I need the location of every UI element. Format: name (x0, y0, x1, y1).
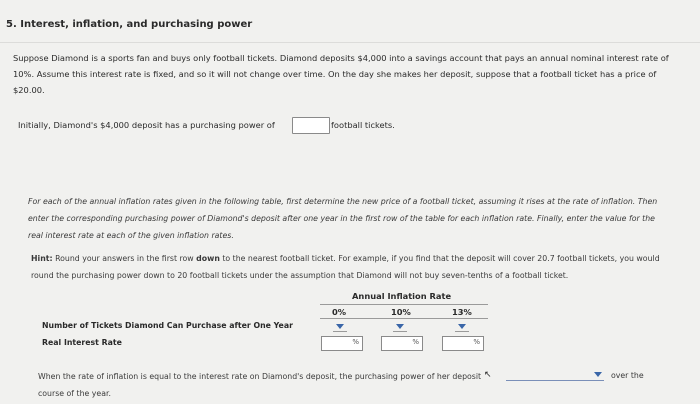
table-header: Annual Inflation Rate (352, 291, 452, 301)
hint-text-2: to the nearest football ticket. For example, if you find that the deposit will cover 20.7 football tickets, you would round the purchasing power down to 20 football tickets under the assumption that Diamond will not buy seven-tenths of a football ticket. (31, 254, 660, 280)
chevron-down-icon[interactable] (594, 372, 602, 377)
table-header-rule (320, 304, 488, 305)
bottom-statement-continuation: course of the year. (38, 389, 111, 398)
tickets-0pct-dropdown-underline[interactable] (333, 331, 347, 332)
tickets-13pct-dropdown-icon[interactable] (458, 324, 466, 329)
hint-bold-word: down (196, 254, 220, 263)
column-header-10pct: 10% (391, 307, 411, 317)
intro-paragraph: Suppose Diamond is a sports fan and buys only football tickets. Diamond deposits $4,000 into a savings account that pays an annual nominal interest rate of 10%. Assume this interest rate is fixed, and so it will not change over time. On the day she makes her deposit, suppose that a football ticket has a price of $20.00. (13, 53, 669, 95)
real-rate-0pct-input[interactable] (321, 336, 363, 351)
tickets-0pct-dropdown-icon[interactable] (336, 324, 344, 329)
row-label-real-rate: Real Interest Rate (42, 338, 122, 347)
hint-paragraph (31, 250, 681, 284)
column-header-13pct: 13% (452, 307, 472, 317)
hint-text-1: Round your answers in the first row (52, 254, 197, 263)
bottom-statement-suffix: over the (611, 371, 644, 380)
initial-question-text: Initially, Diamond's $4,000 deposit has a purchasing power of (18, 120, 275, 130)
tickets-10pct-dropdown-underline[interactable] (393, 331, 407, 332)
hint-label: Hint: (31, 254, 53, 263)
tickets-10pct-dropdown-icon[interactable] (396, 324, 404, 329)
instructions-paragraph: For each of the annual inflation rates given in the following table, first determine the new price of a football ticket, assuming it rises at the rate of inflation. Then enter the corresponding purchasing power of Diamond's deposit after one year in the first row of the table for each inflation rate. Finally, enter the value for the real interest rate at each of the given inflation rates. (28, 197, 658, 240)
dropdown-underline (506, 380, 604, 381)
percent-sign: % (412, 338, 419, 346)
initial-question-suffix: football tickets. (331, 120, 395, 130)
percent-sign: % (352, 338, 359, 346)
purchasing-power-input[interactable] (292, 117, 330, 134)
percent-sign: % (473, 338, 480, 346)
section-title: 5. Interest, inflation, and purchasing power (6, 19, 253, 30)
purchasing-power-change-dropdown[interactable] (506, 371, 604, 381)
row-label-tickets: Number of Tickets Diamond Can Purchase after One Year (42, 321, 293, 330)
real-rate-13pct-input[interactable] (442, 336, 484, 351)
column-header-0pct: 0% (332, 307, 347, 317)
tickets-13pct-dropdown-underline[interactable] (455, 331, 469, 332)
mouse-cursor-icon: ↖ (484, 370, 492, 380)
bottom-statement (38, 368, 508, 402)
divider (0, 42, 700, 43)
bottom-statement-text: When the rate of inflation is equal to the interest rate on Diamond's deposit, the purchasing power of her deposit (38, 372, 482, 381)
real-rate-10pct-input[interactable] (381, 336, 423, 351)
table-column-rule (320, 318, 488, 319)
